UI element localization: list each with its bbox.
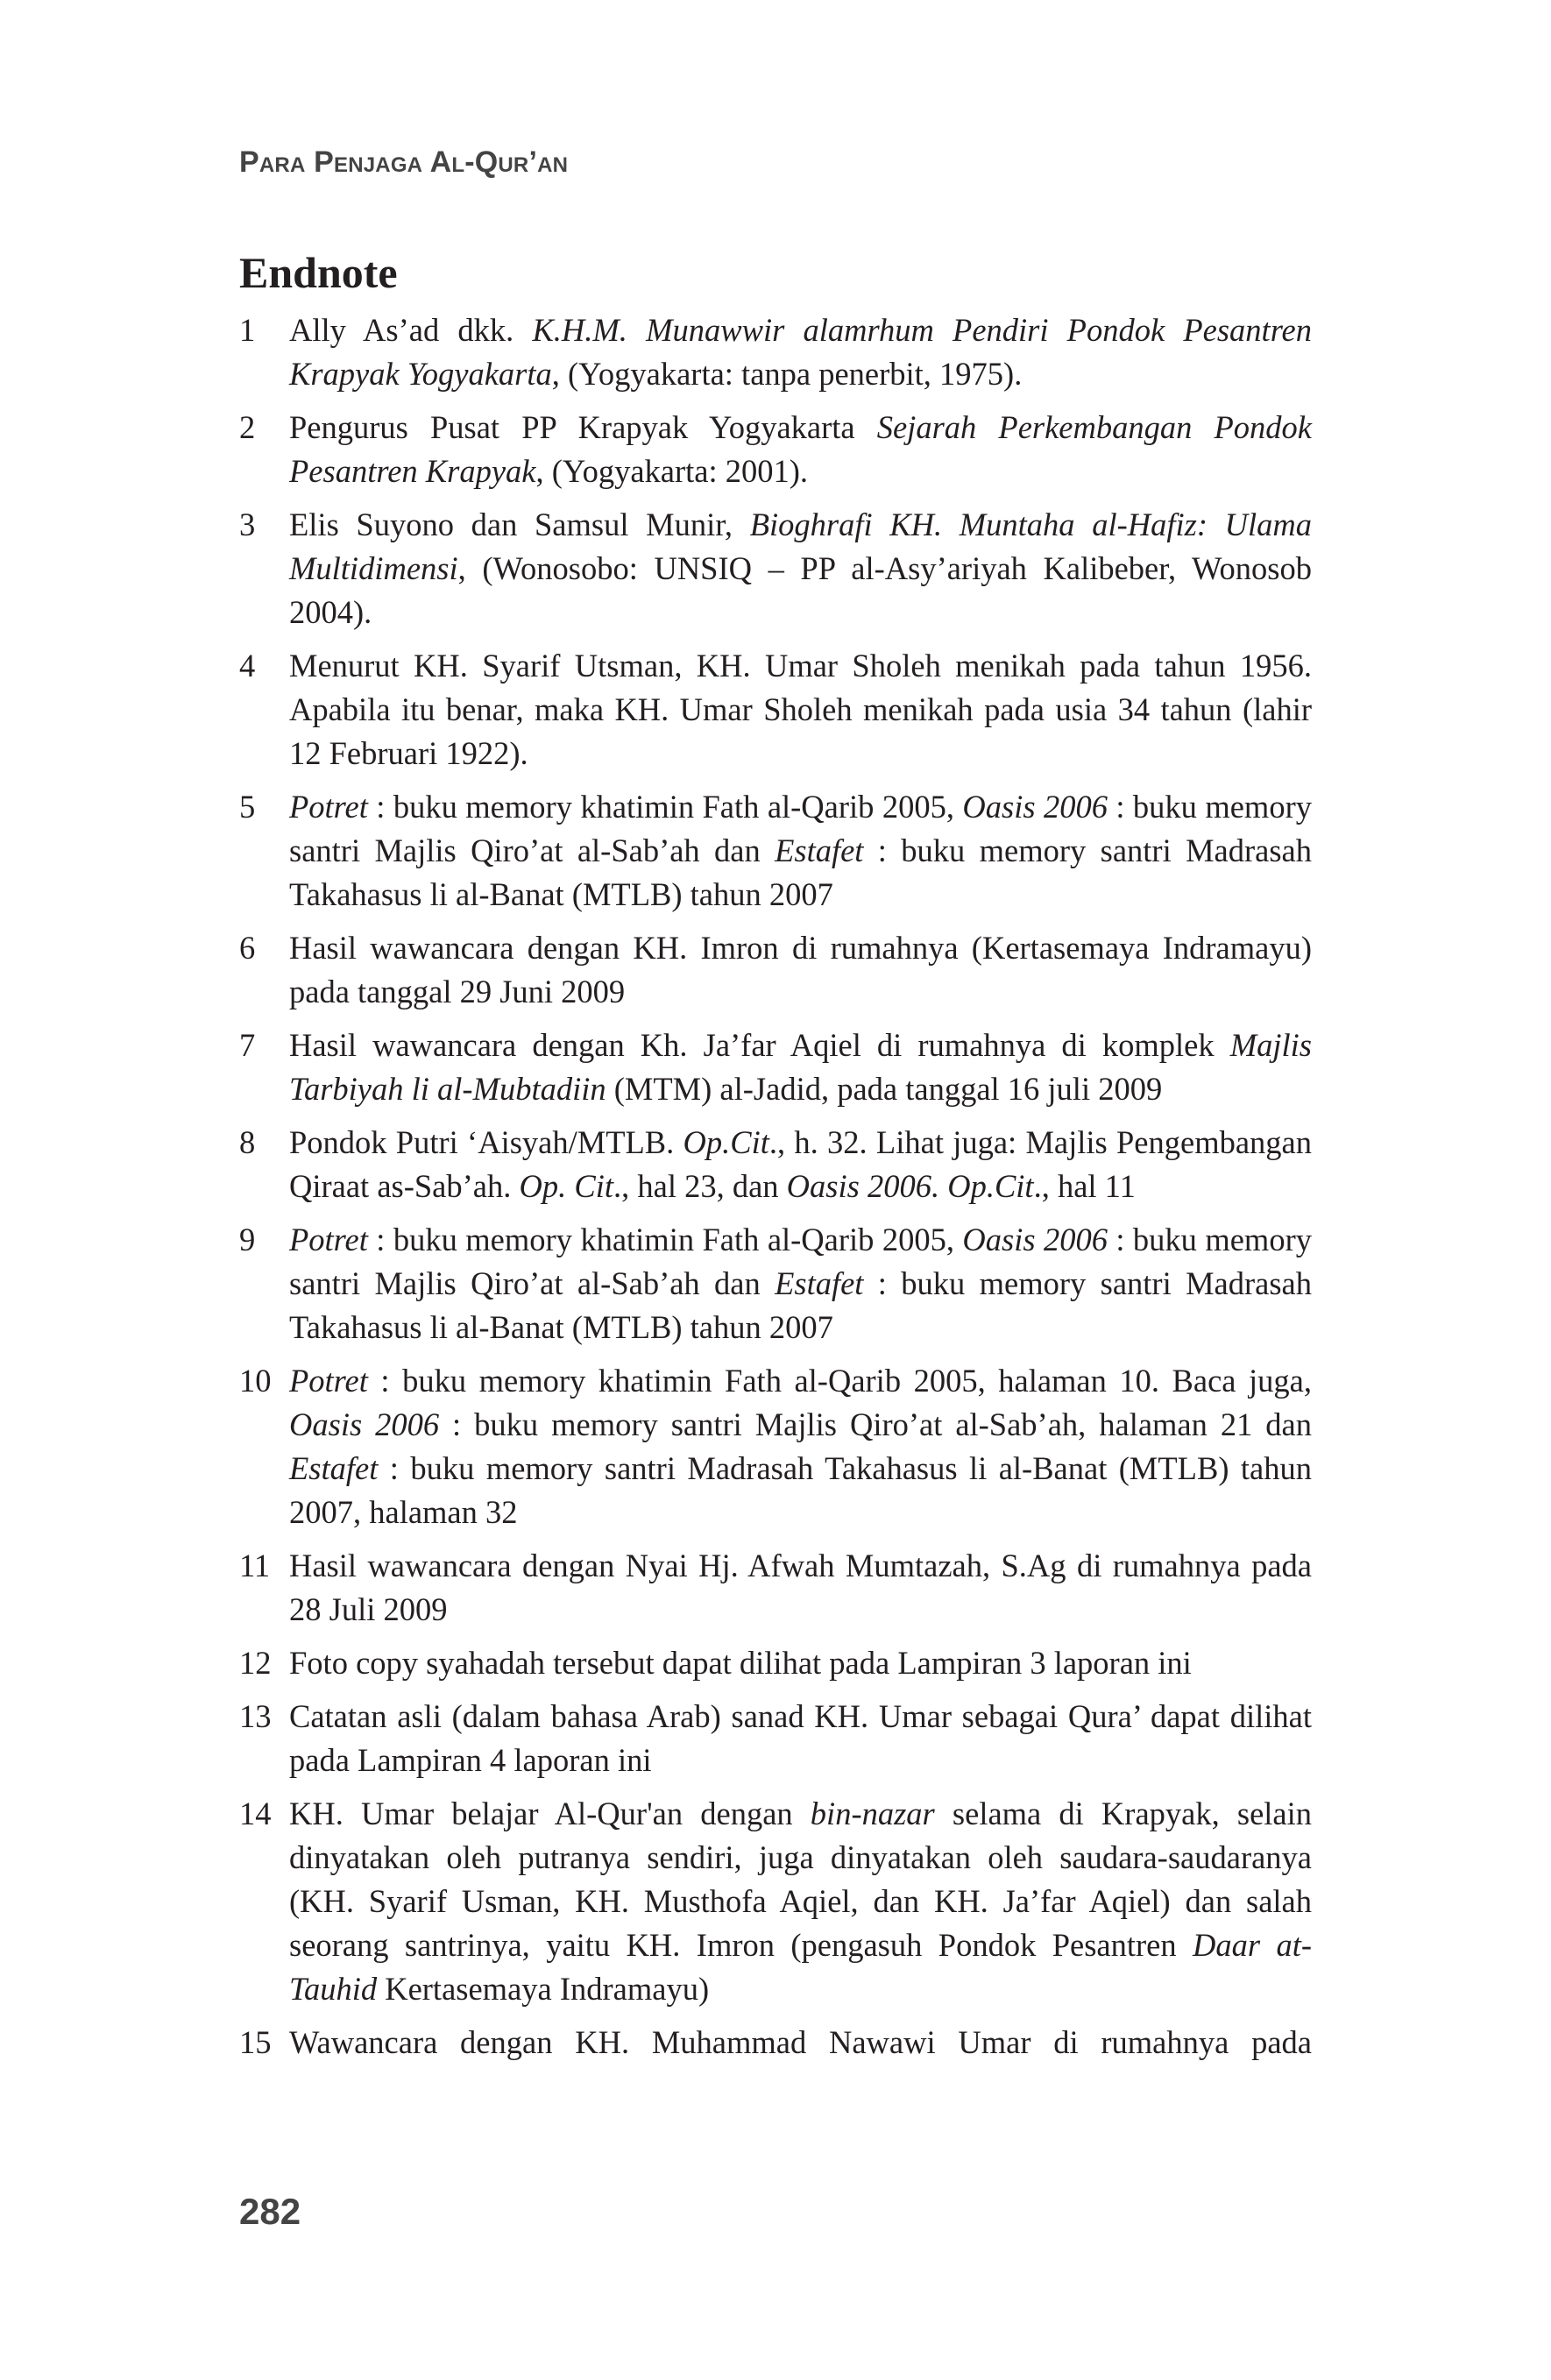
italic-title: Oasis 2006	[962, 789, 1108, 825]
italic-title: Estafet	[775, 832, 864, 868]
endnote-item	[239, 1695, 1312, 1782]
endnote-item	[239, 1121, 1312, 1208]
text-run: Hasil wawancara dengan KH. Imron di rumahnya (Kertasemaya Indramayu) pada tanggal 29 Juni 2009	[289, 930, 1312, 1009]
endnote-text	[289, 1359, 1312, 1534]
endnote-number: 1	[239, 312, 256, 348]
endnote-number: 14	[239, 1796, 272, 1831]
italic-title: Op. Cit	[519, 1168, 613, 1204]
italic-title: Daar at-Tauhid	[289, 1927, 1312, 2007]
endnote-text	[289, 644, 1312, 776]
endnote-text	[289, 1792, 1312, 2011]
endnote-text	[289, 1121, 1312, 1208]
text-run: , (Yogyakarta: 2001).	[535, 453, 809, 489]
italic-title: Oasis 2006	[962, 1222, 1108, 1257]
italic-title: Estafet	[289, 1450, 379, 1486]
text-run: Hasil wawancara dengan Kh. Ja’far Aqiel di rumahnya di komplek	[289, 1027, 1230, 1063]
italic-title: Oasis 2006	[289, 1406, 440, 1442]
italic-title: Sejarah Perkembangan Pondok Pesantren Krapyak	[289, 409, 1312, 489]
text-run: selama di Krapyak, selain dinyatakan oleh putranya sendiri, juga dinyatakan oleh saudara-saudaranya (KH. Syarif Usman, KH. Musthofa Aqiel, dan KH. Ja’far Aqiel) dan salah seorang santrinya, yaitu KH. Imron (pengasuh Pondok Pesantren	[289, 1796, 1312, 1963]
text-run: Pondok Putri ‘Aisyah/MTLB.	[289, 1124, 683, 1160]
endnote-text	[289, 785, 1312, 917]
endnote-number: 10	[239, 1363, 272, 1399]
italic-title: Majlis Tarbiyah li al-Mubtadiin	[289, 1027, 1312, 1107]
text-run: : buku memory santri Majlis Qiro’at al-Sab’ah, halaman 21 dan	[439, 1406, 1312, 1442]
endnote-number: 9	[239, 1222, 256, 1257]
endnote-number: 12	[239, 1645, 272, 1681]
italic-title: Bioghrafi KH. Muntaha al-Hafiz: Ulama Multidimensi	[289, 506, 1312, 586]
italic-title: Op.Cit	[683, 1124, 769, 1160]
text-run: : buku memory khatimin Fath al-Qarib 2005, halaman 10. Baca juga,	[367, 1363, 1312, 1399]
section-title: Endnote	[239, 248, 398, 297]
endnote-number: 15	[239, 2024, 272, 2060]
endnote-number: 4	[239, 648, 256, 684]
endnote-number: 5	[239, 789, 256, 825]
endnote-number: 11	[239, 1548, 271, 1583]
text-run: : buku memory santri Majlis Qiro’at al-Sab’ah dan	[289, 1222, 1312, 1301]
endnote-item	[239, 1218, 1312, 1349]
endnote-text	[289, 926, 1312, 1014]
italic-title: K.H.M. Munawwir alamrhum Pendiri Pondok Pesantren Krapyak Yogyakarta	[289, 312, 1312, 392]
text-run: Wawancara dengan KH. Muhammad Nawawi Umar di rumahnya pada	[289, 2024, 1312, 2060]
page-number: 282	[239, 2191, 301, 2232]
endnote-number: 13	[239, 1698, 272, 1734]
endnote-item	[239, 1544, 1312, 1632]
endnote-item	[239, 1024, 1312, 1111]
text-run: ., hal 23, dan	[613, 1168, 787, 1204]
text-run: Pengurus Pusat PP Krapyak Yogyakarta	[289, 409, 877, 445]
text-run: : buku memory santri Madrasah Takahasus li al-Banat (MTLB) tahun 2007	[289, 832, 1312, 912]
text-run: KH. Umar belajar Al-Qur'an dengan	[289, 1796, 811, 1831]
endnote-text	[289, 1544, 1312, 1632]
endnote-item	[239, 2021, 1312, 2065]
endnote-item	[239, 785, 1312, 917]
endnote-text	[289, 1641, 1312, 1685]
endnote-text	[289, 1024, 1312, 1111]
endnote-item	[239, 406, 1312, 493]
running-head: Para Penjaga Al-Qur’an	[239, 145, 569, 179]
text-run: Ally As’ad dkk.	[289, 312, 533, 348]
endnote-text	[289, 1218, 1312, 1349]
text-run: Hasil wawancara dengan Nyai Hj. Afwah Mumtazah, S.Ag di rumahnya pada 28 Juli 2009	[289, 1548, 1312, 1627]
endnote-item	[239, 1359, 1312, 1534]
endnote-number: 3	[239, 506, 256, 542]
endnote-item	[239, 926, 1312, 1014]
text-run: , (Wonosobo: UNSIQ – PP al-Asy’ariyah Kalibeber, Wonosob 2004).	[289, 550, 1312, 630]
endnote-number: 2	[239, 409, 256, 445]
text-run: : buku memory santri Madrasah Takahasus li al-Banat (MTLB) tahun 2007	[289, 1265, 1312, 1345]
endnote-item	[239, 308, 1312, 396]
italic-title: Potret	[289, 1222, 368, 1257]
endnote-text	[289, 308, 1312, 396]
endnote-text	[289, 2021, 1312, 2065]
italic-title: Potret	[289, 1363, 368, 1399]
endnote-number: 8	[239, 1124, 256, 1160]
italic-title: bin-nazar	[810, 1796, 935, 1831]
italic-title: Potret	[289, 789, 368, 825]
text-run: : buku memory khatimin Fath al-Qarib 2005,	[367, 789, 963, 825]
italic-title: Oasis 2006. Op.Cit	[786, 1168, 1034, 1204]
endnote-number: 7	[239, 1027, 256, 1063]
text-run: ., hal 11	[1033, 1168, 1136, 1204]
text-run: ., h. 32. Lihat juga: Majlis Pengembangan Qiraat as-Sab’ah.	[289, 1124, 1312, 1204]
text-run: , (Yogyakarta: tanpa penerbit, 1975).	[551, 356, 1023, 392]
endnote-item	[239, 503, 1312, 634]
text-run: (MTM) al-Jadid, pada tanggal 16 juli 2009	[606, 1071, 1163, 1107]
text-run: Kertasemaya Indramayu)	[377, 1971, 710, 2007]
endnote-text	[289, 406, 1312, 493]
text-run: : buku memory santri Madrasah Takahasus li al-Banat (MTLB) tahun 2007, halaman 32	[289, 1450, 1312, 1530]
text-run: Catatan asli (dalam bahasa Arab) sanad KH. Umar sebagai Qura’ dapat dilihat pada Lampiran 4 laporan ini	[289, 1698, 1312, 1778]
endnote-text	[289, 503, 1312, 634]
endnote-number: 6	[239, 930, 256, 966]
endnote-list	[239, 308, 1312, 2074]
endnote-item	[239, 1641, 1312, 1685]
text-run: Elis Suyono dan Samsul Munir,	[289, 506, 750, 542]
text-run: : buku memory khatimin Fath al-Qarib 2005,	[367, 1222, 963, 1257]
text-run: : buku memory santri Majlis Qiro’at al-Sab’ah dan	[289, 789, 1312, 868]
endnote-item	[239, 644, 1312, 776]
endnote-text	[289, 1695, 1312, 1782]
text-run: Foto copy syahadah tersebut dapat dilihat pada Lampiran 3 laporan ini	[289, 1645, 1192, 1681]
text-run: Menurut KH. Syarif Utsman, KH. Umar Sholeh menikah pada tahun 1956. Apabila itu benar, maka KH. Umar Sholeh menikah pada usia 34 tahun (lahir 12 Februari 1922).	[289, 648, 1312, 771]
endnote-item	[239, 1792, 1312, 2011]
italic-title: Estafet	[775, 1265, 864, 1301]
